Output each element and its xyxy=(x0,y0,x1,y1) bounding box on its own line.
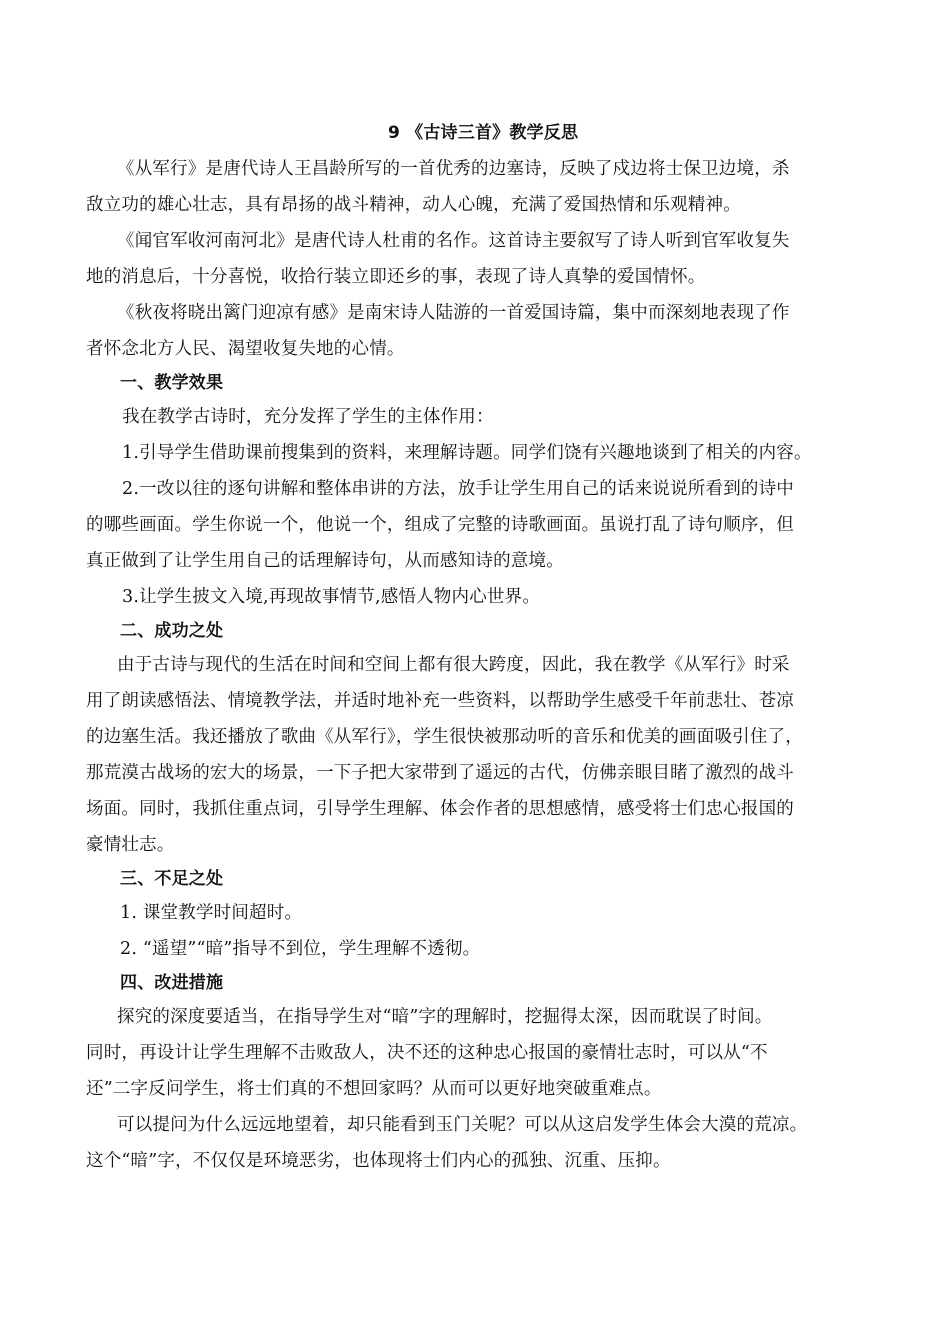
section3-line-2: 2. “遥望”“暗”指导不到位，学生理解不透彻。 xyxy=(120,939,481,959)
section2-line-5: 场面。同时，我抓住重点词，引导学生理解、体会作者的思想感情，感受将士们忠心报国的 xyxy=(86,799,794,819)
intro-line-4: 地的消息后，十分喜悦，收拾行装立即还乡的事，表现了诗人真挚的爱国情怀。 xyxy=(86,267,706,287)
section2-line-4: 那荒漠古战场的宏大的场景，一下子把大家带到了遥远的古代，仿佛亲眼目睹了激烈的战斗 xyxy=(86,763,794,783)
section2-line-2: 用了朗读感悟法、情境教学法，并适时地补充一些资料，以帮助学生感受千年前悲壮、苍凉 xyxy=(86,691,794,711)
section2-line-3: 的边塞生活。我还播放了歌曲《从军行》，学生很快被那动听的音乐和优美的画面吸引住了， xyxy=(86,727,803,747)
section3-line-1: 1. 课堂教学时间超时。 xyxy=(120,903,303,923)
section-heading-shortcomings: 三、不足之处 xyxy=(120,869,224,889)
section1-line-1: 我在教学古诗时，充分发挥了学生的主体作用： xyxy=(122,407,494,427)
intro-line-5: 《秋夜将晓出篱门迎凉有感》是南宋诗人陆游的一首爱国诗篇，集中而深刻地表现了作 xyxy=(117,303,790,323)
section4-line-4: 可以提问为什么远远地望着，却只能看到玉门关呢？可以从这启发学生体会大漠的荒凉。 xyxy=(117,1115,808,1135)
section-heading-success: 二、成功之处 xyxy=(120,621,224,641)
section1-line-3: 2.一改以往的逐句讲解和整体串讲的方法，放手让学生用自己的话来说说所看到的诗中 xyxy=(122,479,794,499)
section2-line-6: 豪情壮志。 xyxy=(86,835,175,855)
intro-line-6: 者怀念北方人民、渴望收复失地的心情。 xyxy=(86,339,405,359)
section2-line-1: 由于古诗与现代的生活在时间和空间上都有很大跨度，因此，我在教学《从军行》时采 xyxy=(117,655,790,675)
section1-line-6: 3.让学生披文入境,再现故事情节,感悟人物内心世界。 xyxy=(122,587,541,607)
section4-line-1: 探究的深度要适当，在指导学生对“暗”字的理解时，挖掘得太深，因而耽误了时间。 xyxy=(117,1007,773,1027)
section1-line-5: 真正做到了让学生用自己的话理解诗句，从而感知诗的意境。 xyxy=(86,551,564,571)
document-title: 9 《古诗三首》教学反思 xyxy=(388,123,579,143)
section-heading-improvements: 四、改进措施 xyxy=(120,973,224,993)
section4-line-5: 这个“暗”字，不仅仅是环境恶劣，也体现将士们内心的孤独、沉重、压抑。 xyxy=(86,1151,671,1171)
intro-line-2: 敌立功的雄心壮志，具有昂扬的战斗精神，动人心魄，充满了爱国热情和乐观精神。 xyxy=(86,195,741,215)
intro-line-3: 《闻官军收河南河北》是唐代诗人杜甫的名作。这首诗主要叙写了诗人听到官军收复失 xyxy=(117,231,790,251)
section4-line-3: 还”二字反问学生，将士们真的不想回家吗？从而可以更好地突破重难点。 xyxy=(86,1079,662,1099)
section1-line-4: 的哪些画面。学生你说一个，他说一个，组成了完整的诗歌画面。虽说打乱了诗句顺序，但 xyxy=(86,515,794,535)
section4-line-2: 同时，再设计让学生理解不击败敌人，决不还的这种忠心报国的豪情壮志时，可以从“不 xyxy=(86,1043,768,1063)
section1-line-2: 1.引导学生借助课前搜集到的资料，来理解诗题。同学们饶有兴趣地谈到了相关的内容。 xyxy=(122,443,812,463)
intro-line-1: 《从军行》是唐代诗人王昌龄所写的一首优秀的边塞诗，反映了戍边将士保卫边境，杀 xyxy=(117,159,790,179)
section-heading-teaching-effect: 一、教学效果 xyxy=(120,373,224,393)
